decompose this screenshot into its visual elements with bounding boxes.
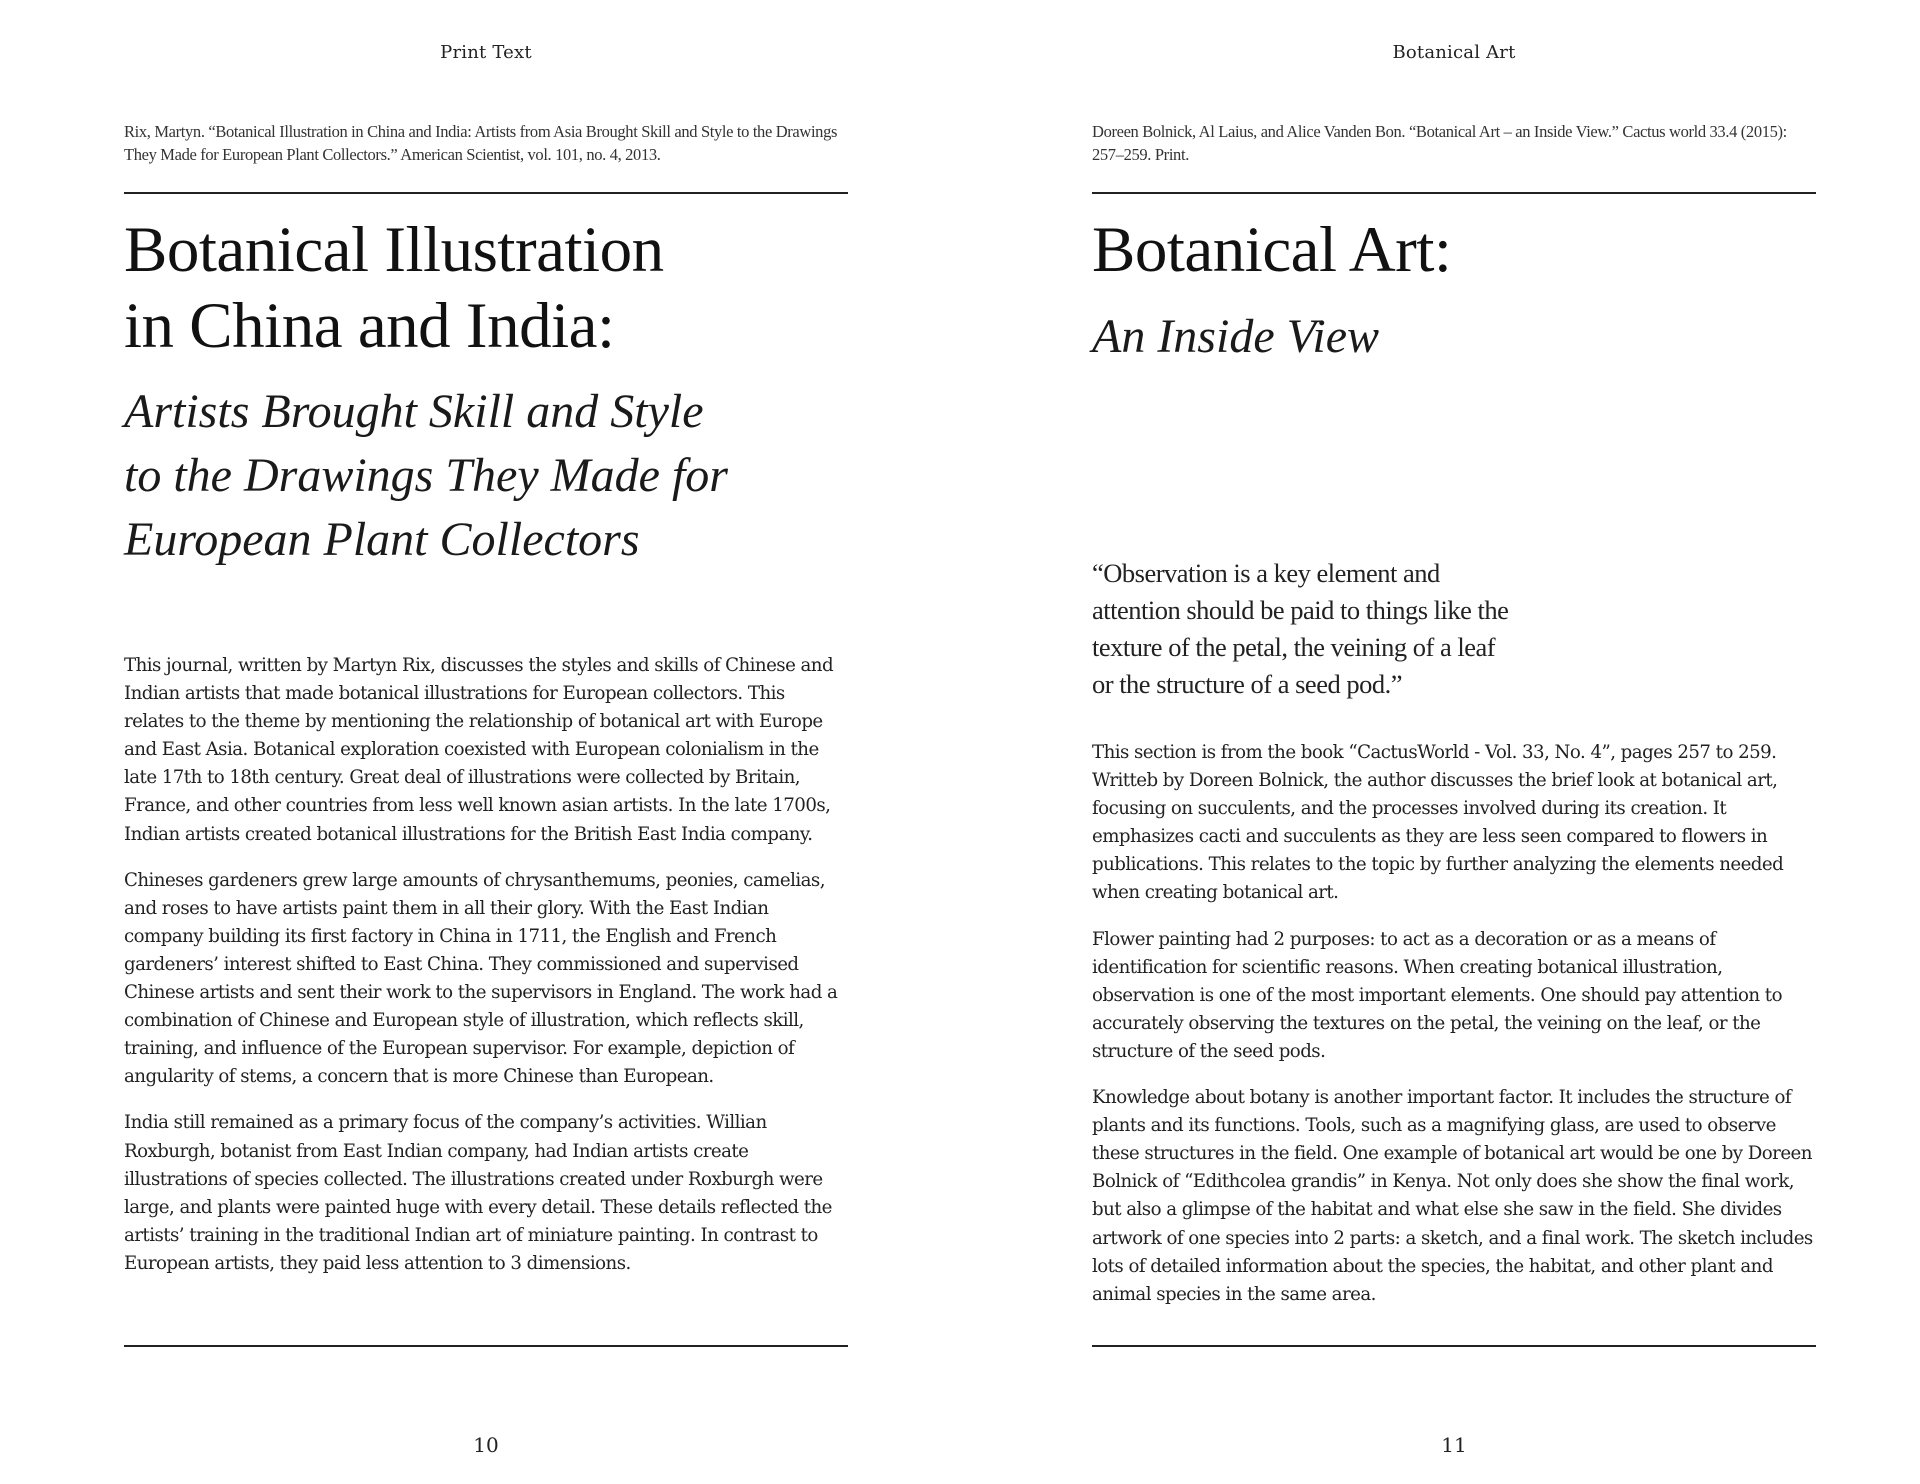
page-number: 10: [473, 1433, 499, 1457]
page-number: 11: [1441, 1433, 1467, 1457]
left-page: [124, 0, 848, 1484]
page-title: [124, 212, 848, 364]
title-line: Botanical Illustration: [124, 214, 664, 286]
paragraph: This journal, written by Martyn Rix, discusses the styles and skills of Chinese and Indian artists that made botanical illustrations for European collectors. This relates to the theme by mentioning the relationship of botanical art with Europe and East Asia. Botanical exploration coexisted with European colonialism in the late 17th to 18th century. Great deal of illustrations were collected by Britain, France, and other countries from less well known asian artists. In the late 1700s, Indian artists created botanical illustrations for the British East India company.: [124, 655, 834, 845]
subtitle-line: Artists Brought Skill and Style: [124, 385, 704, 438]
citation: Doreen Bolnick, Al Laius, and Alice Vanden Bon. “Botanical Art – an Inside View.” Cactus world 33.4 (2015): 257–259. Print.: [1092, 122, 1787, 164]
pull-quote: “Observation is a key element and attention should be paid to things like the texture of the petal, the veining of a leaf or the structure of a seed pod.”: [1092, 558, 1509, 699]
top-divider: [124, 192, 848, 194]
page-title: Botanical Art:: [1092, 214, 1452, 286]
page-subtitle: [124, 380, 848, 572]
citation: Rix, Martyn. “Botanical Illustration in China and India: Artists from Asia Brought Skill and Style to the Drawings They Made for European Plant Collectors.” American Scientist, vol. 101, no. 4, 2013.: [124, 122, 838, 164]
body-text: [124, 652, 848, 1296]
paragraph: India still remained as a primary focus of the company’s activities. Willian Roxburgh, botanist from East Indian company, had Indian artists create illustrations of species collected. The illustrations created under Roxburgh were large, and plants were painted huge with every detail. These details reflected the artists’ training in the traditional Indian art of miniature painting. In contrast to European artists, they paid less attention to 3 dimensions.: [124, 1112, 832, 1274]
page-subtitle: An Inside View: [1092, 310, 1380, 363]
running-head: Print Text: [440, 42, 532, 63]
running-head: Botanical Art: [1392, 42, 1516, 63]
right-page: [1092, 0, 1816, 1484]
paragraph: Chineses gardeners grew large amounts of chrysanthemums, peonies, camelias, and roses to have artists paint them in all their glory. With the East Indian company building its first factory in China in 1711, the English and French gardeners’ interest shifted to East China. They commissioned and supervised Chinese artists and sent their work to the supervisors in England. The work had a combination of Chinese and European style of illustration, which reflects skill, training, and influence of the European supervisor. For example, depiction of angularity of stems, a concern that is more Chinese than European.: [124, 869, 838, 1088]
subtitle-line: to the Drawings They Made for: [124, 449, 728, 502]
top-divider: [1092, 192, 1816, 194]
paragraph: Knowledge about botany is another important factor. It includes the structure of plants and its functions. Tools, such as a magnifying glass, are used to observe these structures in the field. One example of botanical art would be one by Doreen Bolnick of “Edithcolea grandis” in Kenya. Not only does she show the final work, but also a glimpse of the habitat and what else she saw in the field. She divides artwork of one species into 2 parts: a sketch, and a final work. The sketch includes lots of detailed information about the species, the habitat, and other plant and animal species in the same area.: [1092, 1087, 1813, 1305]
bottom-divider: [124, 1345, 848, 1347]
title-line: in China and India:: [124, 290, 615, 362]
paragraph: This section is from the book “CactusWorld - Vol. 33, No. 4”, pages 257 to 259. Writteb by Doreen Bolnick, the author discusses the brief look at botanical art, focusing on succulents, and the processes involved during its creation. It emphasizes cacti and succulents as they are less seen compared to flowers in publications. This relates to the topic by further analyzing the elements needed when creating botanical art.: [1092, 742, 1784, 904]
bottom-divider: [1092, 1345, 1816, 1347]
body-text: [1092, 739, 1816, 1327]
paragraph: Flower painting had 2 purposes: to act as a decoration or as a means of identification for scientific reasons. When creating botanical illustration, observation is one of the most important elements. One should pay attention to accurately observing the textures on the petal, the veining on the leaf, or the structure of the seed pods.: [1092, 928, 1782, 1062]
subtitle-line: European Plant Collectors: [124, 513, 640, 566]
